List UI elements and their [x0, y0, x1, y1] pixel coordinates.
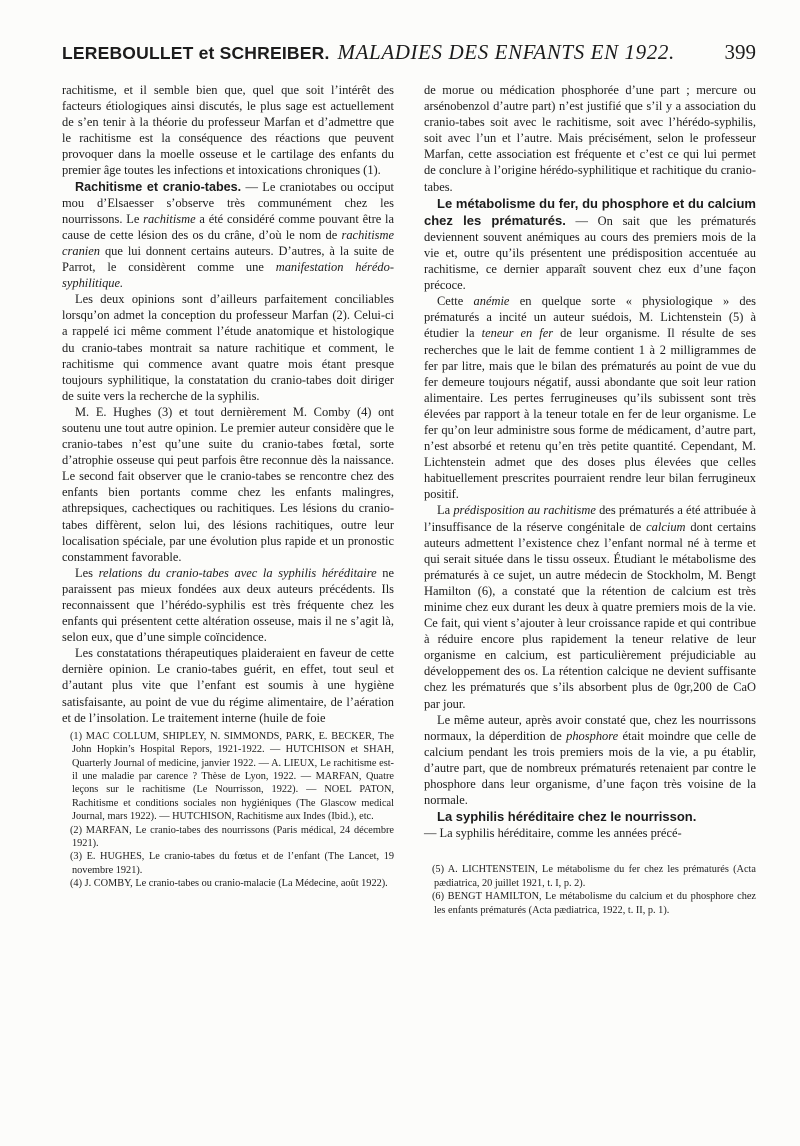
- running-header: [62, 40, 756, 74]
- footnote: (5) A. LICHTENSTEIN, Le métabolisme du fer chez les prématurés (Acta pædiatrica, 20 juillet 1921, t. I, p. 2).: [432, 864, 756, 889]
- footnote: (1) MAC COLLUM, SHIPLEY, N. SIMMONDS, PARK, E. BECKER, The John Hopkin’s Hospital Repors, 1921-1922. — HUTCHISON et SHAH, Quarterly Journal of medicine, janvier 1922. — A. LIEUX, Le rachitisme est-il une maladie par carence ? Thèse de Lyon, 1922. — MARFAN, Quatre leçons sur le rachitisme (Le Nourrisson, 1922). — NOEL PATON, Rachitisme et conditions sociales non hygiéniques (The Glascow medical Journal, mars 1922). — HUTCHISON, Rachitisme aux Indes (Ibid.), etc.: [70, 730, 394, 823]
- section-metabolisme: Le métabolisme du fer, du phosphore et du calcium chez les prématurés. — On sait que les prématurés deviennent souvent anémiques au cours des premiers mois de la vie et, outre qu’ils présentent une prédisposition accentuée au rachitisme, ce dernier apparaît souvent chez eux d’une façon précoce.: [424, 195, 756, 293]
- footnote: (4) J. COMBY, Le cranio-tabes ou cranio-malacie (La Médecine, août 1922).: [70, 878, 388, 890]
- paragraph: La prédisposition au rachitisme des prématurés a été attribuée à l’insuffisance de la réserve congénitale de calcium dont certains auteurs admettent l’existence chez l’enfant normal né à terme et qui serait située dans le tissu osseux. Étudiant le métabolisme des prématurés à ce sujet, un autre médecin de Stockholm, M. Bengt Hamilton (6), a constaté que la rétention de calcium est très minime chez eux durant les deux à quatre premiers mois de la vie. Ce fait, qui vient s’ajouter à leur croissance rapide et qui contribue à réduire encore plus rapidement la teneur relative de leur organisme en calcium, est particulièrement préjudiciable au développement des os. La rétention calcique ne devient suffisante chez les prématurés que s’ils absorbent plus de 0gr,200 de CaO par jour.: [424, 503, 756, 711]
- footnote: (2) MARFAN, Le cranio-tabes des nourrissons (Paris médical, 24 décembre 1921).: [70, 824, 394, 849]
- footnotes-left: [62, 730, 394, 891]
- paragraph: Cette anémie en quelque sorte « physiologique » des prématurés a incité un auteur suédois, M. Lichtenstein (5) à étudier la teneur en fer de leur organisme. Il résulte de ses recherches que le lait de femme contient 1 à 2 milligrammes de fer par litre, mais que le bilan des prématurés au point de vue du fer demeure toujours négatif, aussi abondante que soit leur ration alimentaire. Les pertes ferrugineuses qu’ils subissent sont très élevées par rapport à la teneur totale en fer de leur organisme. Le fer qu’on leur administre sous forme de médicament, d’autre part, n’est absorbé et retenu qu’en très petite quantité. Cependant, M. Lichtenstein admet que des doses plus élevées que celles habituellement prescrites pourraient rendre leur bilan ferrugineux positif.: [424, 294, 757, 502]
- paragraph: — La syphilis héréditaire, comme les années précé-: [424, 826, 682, 841]
- paragraph: Le même auteur, après avoir constaté que, chez les nourrissons normaux, la déperdition de phosphore était moindre que celle de calcium pendant les trois premiers mois de la vie, a pu établir, d’autre part, que de nombreux prématurés retenaient par contre le phosphore dans leur organisme, d’une façon très voisine de la normale.: [424, 712, 756, 808]
- right-column: [424, 82, 756, 917]
- header-journal-title: MALADIES DES ENFANTS EN 1922.: [337, 40, 675, 64]
- section-heading: La syphilis héréditaire chez le nourrisson.: [437, 809, 697, 825]
- section-heading: Rachitisme et cranio-tabes.: [75, 179, 242, 194]
- paragraph: de morue ou médication phosphorée d’une part ; mercure ou arsénobenzol d’autre part) n’est justifié que s’il y a association du cranio-tabes soit avec le rachitisme, soit avec l’hérédo-syphilis, soit avec l’un et l’autre. Mais précisément, selon le professeur Marfan, cette association est fréquente et c’est ce qui lui permet de conclure à l’origine hérédo-syphilitique et rachitique du cranio-tabes.: [424, 83, 756, 194]
- paragraph: rachitisme, et il semble bien que, quel que soit l’intérêt des facteurs étiologiques ainsi discutés, le plus sage est actuellement de s’en tenir à la théorie du professeur Marfan et d’admettre que le rachitisme est la conséquence des réactions que peuvent provoquer dans la moelle osseuse et le cartilage des enfants du premier âge toutes les infections et intoxications chroniques (1).: [62, 83, 394, 178]
- section-syphilis: [424, 808, 756, 825]
- section-rachitisme-cranio-tabes: Rachitisme et cranio-tabes. — Le craniotabes ou occiput mou d’Elsaesser s’observe très communément chez les nourrissons. Le rachitisme a été considéré comme pouvant être la cause de cette lésion des os du crâne, d’où le nom de rachitisme cranien que lui donnent certains auteurs. D’autres, à la suite de Parrot, le considèrent comme une manifestation hérédo-syphilitique.: [62, 179, 394, 291]
- two-column-body: [62, 82, 756, 917]
- paragraph: M. E. Hughes (3) et tout dernièrement M. Comby (4) ont soutenu une tout autre opinion. Le premier auteur considère que le cranio-tabes n’est qu’une suite du cranio-tabes fœtal, sorte d’atrophie osseuse qui peut parfois être reconnue dès la naissance. Le second fait observer que le cranio-tabes se rencontre chez des enfants bien portants comme chez les enfants malingres, athrepsiques, cachectiques ou rachitiques. Les lésions du cranio-tabes diffèrent, selon lui, des lésions rachitiques, outre leur localisation spéciale, par une évolution plus rapide et un pronostic constamment favorable.: [62, 404, 394, 564]
- section-heading: Le métabolisme du fer, du phosphore et du calcium chez les prématurés.: [424, 195, 756, 228]
- footnotes-right: [424, 863, 756, 917]
- paragraph: Les constatations thérapeutiques plaideraient en faveur de cette dernière opinion. Le cranio-tabes guérit, en effet, tout seul et d’autant plus vite que l’enfant est soumis à une hygiène satisfaisante, au point de vue du régime alimentaire, de l’aération et de l’insolation. Le traitement interne (huile de foie: [62, 646, 394, 725]
- header-authors: LEREBOULLET et SCHREIBER.: [62, 43, 330, 63]
- paragraph: Les relations du cranio-tabes avec la syphilis héréditaire ne paraissent pas mieux fondées aux deux auteurs précédents. Ils reconnaissent que l’hérédo-syphilis est très fréquente chez les enfants qui présentent cette altération osseuse, mais il ne s’agit là, selon eux, que d’une simple coïncidence.: [62, 565, 394, 645]
- paragraph: Les deux opinions sont d’ailleurs parfaitement conciliables lorsqu’on admet la conception du professeur Marfan (2). Celui-ci a rappelé ici même comment l’étude anatomique et histologique du cranio-tabes montrait sa nature rachitique et comment, le rachitisme qui commence avant quatre mois étant presque toujours syphilitique, la constatation du cranio-tabes doit diriger de suite vers la recherche de la syphilis.: [62, 292, 394, 403]
- footnote: (3) E. HUGHES, Le cranio-tabes du fœtus et de l’enfant (The Lancet, 19 novembre 1921).: [70, 851, 394, 876]
- left-column: [62, 82, 394, 917]
- footnote: (6) BENGT HAMILTON, Le métabolisme du calcium et du phosphore chez les enfants prématurés (Acta pædiatrica, 1922, t. II, p. 1).: [432, 891, 756, 916]
- page-number: 399: [724, 40, 756, 64]
